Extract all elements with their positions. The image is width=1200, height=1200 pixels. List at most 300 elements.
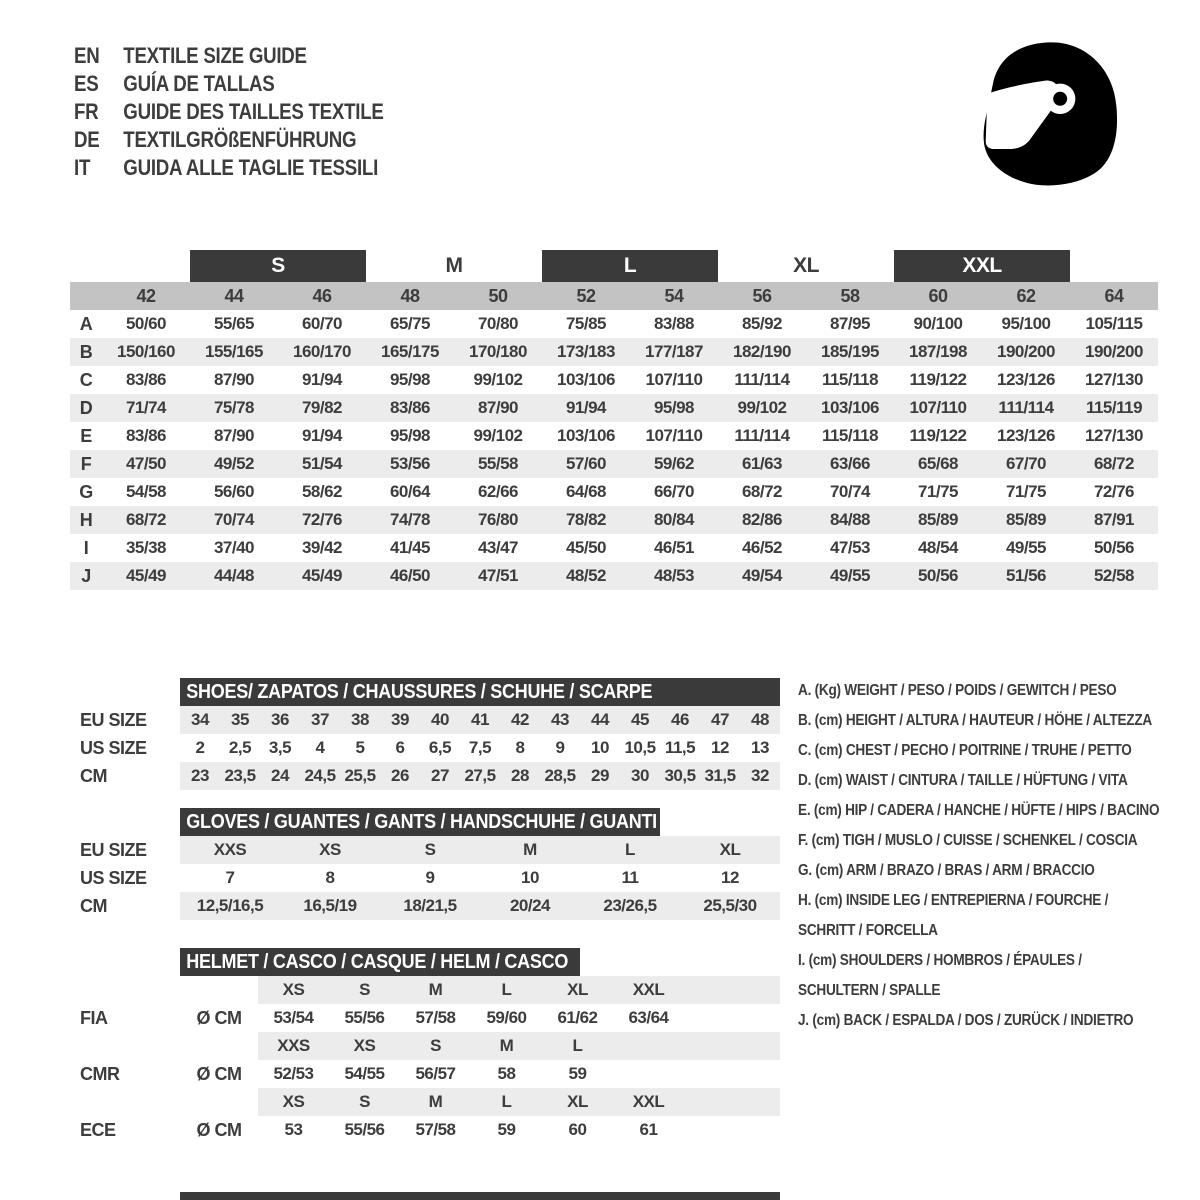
value-cell: 59 <box>568 1064 587 1083</box>
value-cell: 16,5/19 <box>303 896 357 915</box>
size-label-cell: L <box>572 1036 583 1055</box>
value-band <box>258 1116 780 1144</box>
legend-line: G. (cm) ARM / BRAZO / BRAS / ARM / BRACCIO <box>798 862 1095 879</box>
value-cell: 42 <box>511 710 529 729</box>
value-cell: 12,5/16,5 <box>196 896 264 915</box>
size-cell: 47/51 <box>477 566 519 585</box>
value-cell: 61/62 <box>557 1008 598 1027</box>
value-cell <box>613 1060 684 1088</box>
language-code: ES <box>74 71 99 96</box>
measure-row <box>70 864 780 892</box>
size-cell: 57/60 <box>565 454 607 473</box>
size-cell: 54/58 <box>125 482 167 501</box>
size-cell: 83/86 <box>125 426 167 445</box>
size-cell: 119/122 <box>909 370 967 389</box>
shoes-section-header <box>180 678 780 706</box>
size-cell: 68/72 <box>125 510 167 529</box>
size-cell: 71/75 <box>1005 482 1047 501</box>
row-values <box>180 1032 780 1060</box>
value-cell: 23 <box>191 766 209 785</box>
size-label-cell: XL <box>567 980 588 999</box>
language-row <box>74 154 384 182</box>
measure-row <box>70 892 780 920</box>
size-cell: 48/52 <box>565 566 607 585</box>
value-cell: 61 <box>639 1120 658 1139</box>
size-table-row <box>70 338 1158 366</box>
value-cell: 30 <box>631 766 649 785</box>
value-cell: 8 <box>515 738 525 757</box>
row-values <box>180 864 780 892</box>
language-row <box>74 126 384 154</box>
helmet-section-title: HELMET / CASCO / CASQUE / HELM / CASCO <box>186 950 569 973</box>
value-cell: 58 <box>497 1064 516 1083</box>
size-cell: 107/110 <box>645 426 703 445</box>
helmet-value-row <box>70 1116 780 1144</box>
size-label-cell: L <box>501 980 512 999</box>
value-cell: 10 <box>521 868 539 887</box>
column-header-cell: 44 <box>224 285 244 306</box>
value-cell: 13 <box>751 738 769 757</box>
value-cell: 25,5 <box>344 766 376 785</box>
size-cell: 49/55 <box>1005 538 1047 557</box>
size-cell: 190/200 <box>1085 342 1143 361</box>
value-cell: 48 <box>751 710 769 729</box>
size-cell: 155/165 <box>205 342 263 361</box>
value-cell: 24,5 <box>304 766 336 785</box>
size-cell: 99/102 <box>737 398 787 417</box>
row-values <box>180 1116 780 1144</box>
value-cell: S <box>424 840 436 859</box>
size-label-cell: S <box>359 980 370 999</box>
row-label: US SIZE <box>80 737 147 758</box>
size-band <box>258 1032 780 1060</box>
size-cell: 59/62 <box>653 454 695 473</box>
gloves-section-header <box>180 808 660 836</box>
measure-row <box>70 762 780 790</box>
value-cell: 8 <box>325 868 335 887</box>
size-cell: 47/53 <box>829 538 871 557</box>
size-table-row <box>70 534 1158 562</box>
size-cell: 70/74 <box>829 482 871 501</box>
size-cell: 79/82 <box>301 398 343 417</box>
size-cell: 49/55 <box>829 566 871 585</box>
size-cell: 56/60 <box>213 482 255 501</box>
value-cell: 45 <box>631 710 649 729</box>
size-cell: 70/74 <box>213 510 255 529</box>
size-cell: 60/64 <box>389 482 431 501</box>
size-label-cell: L <box>501 1092 512 1111</box>
size-cell: 52/58 <box>1093 566 1135 585</box>
size-cell: 87/91 <box>1093 510 1135 529</box>
size-cell: 99/102 <box>473 370 523 389</box>
size-cell: 51/56 <box>1005 566 1047 585</box>
size-label-cell: XXS <box>277 1036 310 1055</box>
size-label-cell: XXL <box>632 980 665 999</box>
value-band <box>258 1060 780 1088</box>
value-cell: 24 <box>271 766 289 785</box>
size-cell: 127/130 <box>1085 370 1143 389</box>
size-cell: 70/80 <box>477 314 519 333</box>
size-cell: 177/187 <box>645 342 703 361</box>
value-cell: 44 <box>591 710 609 729</box>
measure-row <box>70 836 780 864</box>
value-cell: 27,5 <box>464 766 496 785</box>
value-cell: 46 <box>671 710 689 729</box>
gloves-table <box>70 836 780 920</box>
size-cell: 46/51 <box>653 538 695 557</box>
column-header-cell: 46 <box>312 285 332 306</box>
value-cell: 6,5 <box>428 738 452 757</box>
value-cell: 7 <box>225 868 235 887</box>
value-cell: 20/24 <box>509 896 551 915</box>
value-cell: 28 <box>511 766 529 785</box>
size-cell: 35/38 <box>125 538 167 557</box>
size-cell: 107/110 <box>645 370 703 389</box>
size-cell: 47/50 <box>125 454 167 473</box>
size-cell: 90/100 <box>913 314 963 333</box>
value-cell: 40 <box>431 710 449 729</box>
size-label-cell: M <box>499 1036 514 1055</box>
size-cell: 46/50 <box>389 566 431 585</box>
size-table-body <box>70 310 1158 590</box>
shoes-table <box>70 706 780 790</box>
main-size-table <box>70 250 1158 590</box>
size-cell: 150/160 <box>117 342 175 361</box>
row-label: E <box>80 425 92 446</box>
value-cell: 35 <box>231 710 249 729</box>
size-cell: 83/86 <box>389 398 431 417</box>
size-cell: 127/130 <box>1085 426 1143 445</box>
size-cell: 67/70 <box>1005 454 1047 473</box>
row-values <box>180 1088 780 1116</box>
value-cell: XL <box>719 840 741 859</box>
size-group-s: S <box>190 250 366 282</box>
value-band <box>258 1004 780 1032</box>
size-cell: 66/70 <box>653 482 695 501</box>
size-cell: 123/126 <box>997 426 1055 445</box>
row-label: D <box>79 397 93 418</box>
size-cell: 187/198 <box>909 342 967 361</box>
language-title-list <box>74 42 438 182</box>
size-label-cell: XL <box>567 1092 588 1111</box>
spacer <box>70 282 102 310</box>
size-cell: 37/40 <box>213 538 255 557</box>
column-header-cell: 48 <box>400 285 420 306</box>
value-cell: XS <box>319 840 341 859</box>
helmet-size-row <box>70 976 780 1004</box>
size-cell: 95/98 <box>653 398 695 417</box>
size-cell: 84/88 <box>829 510 871 529</box>
row-label: B <box>79 341 93 362</box>
unit-cell <box>180 976 258 1004</box>
value-cell: 57/58 <box>415 1008 456 1027</box>
gloves-section <box>70 808 780 920</box>
row-label: J <box>81 565 91 586</box>
row-label: EU SIZE <box>80 839 147 860</box>
language-label: TEXTILE SIZE GUIDE <box>123 43 307 68</box>
size-cell: 87/90 <box>477 398 519 417</box>
measure-row <box>70 706 780 734</box>
size-cell: 111/114 <box>734 426 790 445</box>
size-cell: 50/56 <box>917 566 959 585</box>
standard-label: FIA <box>80 1007 108 1028</box>
size-cell: 119/122 <box>909 426 967 445</box>
legend-line: SCHRITT / FORCELLA <box>798 922 938 939</box>
value-cell: 2,5 <box>228 738 252 757</box>
value-cell: 23/26,5 <box>603 896 657 915</box>
language-row <box>74 42 384 70</box>
size-cell: 68/72 <box>1093 454 1135 473</box>
row-values <box>180 762 780 790</box>
value-cell: 56/57 <box>415 1064 456 1083</box>
cropped-section-bar <box>180 1192 780 1200</box>
size-cell: 41/45 <box>389 538 431 557</box>
row-values <box>180 836 780 864</box>
helmet-value-row <box>70 1060 780 1088</box>
size-group-l: L <box>542 250 718 282</box>
value-cell: 31,5 <box>704 766 736 785</box>
language-code: FR <box>74 99 99 124</box>
size-cell: 95/98 <box>389 426 431 445</box>
row-label: I <box>83 537 89 558</box>
size-cell: 62/66 <box>477 482 519 501</box>
size-label-cell: S <box>430 1036 441 1055</box>
language-row <box>74 70 384 98</box>
row-values <box>180 1060 780 1088</box>
value-cell: 11 <box>621 868 639 887</box>
size-cell: 44/48 <box>213 566 255 585</box>
value-cell: 10,5 <box>624 738 656 757</box>
size-cell: 53/56 <box>389 454 431 473</box>
size-cell: 78/82 <box>565 510 607 529</box>
size-cell: 71/74 <box>125 398 167 417</box>
size-cell: 68/72 <box>741 482 783 501</box>
legend-line: E. (cm) HIP / CADERA / HANCHE / HÜFTE / HIPS / BACINO <box>798 802 1160 819</box>
size-cell: 45/49 <box>125 566 167 585</box>
value-cell: 53/54 <box>273 1008 314 1027</box>
value-cell: 57/58 <box>415 1120 456 1139</box>
size-table-row <box>70 562 1158 590</box>
value-cell: 12 <box>721 868 739 887</box>
column-header-cell: 64 <box>1104 285 1124 306</box>
value-cell: 27 <box>431 766 449 785</box>
value-cell: 37 <box>311 710 329 729</box>
size-cell: 95/98 <box>389 370 431 389</box>
size-cell: 182/190 <box>733 342 791 361</box>
spacer <box>70 250 190 282</box>
size-cell: 95/100 <box>1001 314 1051 333</box>
size-cell: 72/76 <box>301 510 343 529</box>
helmet-section <box>70 948 780 1144</box>
value-cell: 38 <box>351 710 369 729</box>
value-cell: 9 <box>555 738 565 757</box>
legend-line: H. (cm) INSIDE LEG / ENTREPIERNA / FOURCHE / <box>798 892 1109 909</box>
legend-line: C. (cm) CHEST / PECHO / POITRINE / TRUHE / PETTO <box>798 742 1132 759</box>
row-values <box>180 1004 780 1032</box>
language-row <box>74 98 384 126</box>
size-column-header-row <box>70 282 1158 310</box>
size-group-xxl: XXL <box>894 250 1070 282</box>
value-cell: M <box>523 840 537 859</box>
size-cell: 60/70 <box>301 314 343 333</box>
value-cell: 32 <box>751 766 769 785</box>
size-band <box>258 1088 780 1116</box>
size-label-cell: XS <box>282 1092 305 1111</box>
value-cell: 10 <box>591 738 609 757</box>
column-header-cell: 56 <box>752 285 772 306</box>
language-code: DE <box>74 127 100 152</box>
size-cell: 49/52 <box>213 454 255 473</box>
measurement-legend <box>798 676 1198 1036</box>
row-label: EU SIZE <box>80 709 147 730</box>
row-values <box>180 976 780 1004</box>
size-cell: 63/66 <box>829 454 871 473</box>
value-cell: 29 <box>591 766 609 785</box>
size-cell: 71/75 <box>917 482 959 501</box>
value-cell: 18/21,5 <box>403 896 457 915</box>
unit-cell <box>180 1032 258 1060</box>
value-cell: 5 <box>355 738 365 757</box>
value-cell: XXS <box>213 840 247 859</box>
value-cell: 60 <box>568 1120 587 1139</box>
size-table-row <box>70 422 1158 450</box>
value-cell: 52/53 <box>273 1064 314 1083</box>
size-cell: 87/95 <box>829 314 871 333</box>
size-cell: 39/42 <box>301 538 343 557</box>
size-cell: 49/54 <box>741 566 783 585</box>
measure-row <box>70 734 780 762</box>
size-cell: 55/58 <box>477 454 519 473</box>
row-values <box>180 734 780 762</box>
size-group-m: M <box>445 254 463 277</box>
size-cell: 170/180 <box>469 342 527 361</box>
legend-line: F. (cm) TIGH / MUSLO / CUISSE / SCHENKEL / COSCIA <box>798 832 1138 849</box>
row-label: CM <box>80 765 107 786</box>
size-cell: 61/63 <box>741 454 783 473</box>
size-cell: 48/53 <box>653 566 695 585</box>
size-cell: 83/88 <box>653 314 695 333</box>
size-group-header-row <box>70 250 1158 282</box>
size-cell: 65/68 <box>917 454 959 473</box>
value-cell: L <box>625 840 635 859</box>
size-cell: 64/68 <box>565 482 607 501</box>
size-cell: 80/84 <box>653 510 695 529</box>
language-code: IT <box>74 155 91 180</box>
size-cell: 87/90 <box>213 370 255 389</box>
size-cell: 190/200 <box>997 342 1055 361</box>
legend-line: A. (Kg) WEIGHT / PESO / POIDS / GEWITCH / PESO <box>798 682 1117 699</box>
racing-helmet-svg <box>972 36 1124 192</box>
language-label: GUÍA DE TALLAS <box>123 71 275 96</box>
size-cell: 72/76 <box>1093 482 1135 501</box>
size-table-row <box>70 310 1158 338</box>
row-values <box>180 706 780 734</box>
value-cell: 53 <box>284 1120 303 1139</box>
size-cell: 85/92 <box>741 314 783 333</box>
size-cell: 165/175 <box>381 342 439 361</box>
standard-label: ECE <box>80 1119 116 1140</box>
value-cell: 39 <box>391 710 409 729</box>
value-cell: 59 <box>497 1120 516 1139</box>
helmet-value-row <box>70 1004 780 1032</box>
value-cell: 55/56 <box>344 1008 385 1027</box>
row-label <box>70 976 180 1004</box>
language-label: GUIDE DES TAILLES TEXTILE <box>123 99 384 124</box>
shoes-section <box>70 678 780 790</box>
size-cell: 105/115 <box>1085 314 1143 333</box>
column-header-cell: 58 <box>840 285 860 306</box>
value-cell: 47 <box>711 710 729 729</box>
size-cell: 107/110 <box>909 398 967 417</box>
value-cell: 2 <box>195 738 205 757</box>
row-label: CM <box>80 895 107 916</box>
value-cell: 63/64 <box>628 1008 669 1027</box>
size-cell: 55/65 <box>213 314 255 333</box>
helmet-size-row <box>70 1032 780 1060</box>
value-cell: 12 <box>711 738 729 757</box>
size-cell: 91/94 <box>301 426 343 445</box>
value-cell: 43 <box>551 710 569 729</box>
value-cell: 36 <box>271 710 289 729</box>
size-table-row <box>70 506 1158 534</box>
size-cell: 82/86 <box>741 510 783 529</box>
legend-line: B. (cm) HEIGHT / ALTURA / HAUTEUR / HÖHE / ALTEZZA <box>798 712 1152 729</box>
helmet-section-header <box>180 948 580 976</box>
value-cell: 30,5 <box>664 766 696 785</box>
size-cell: 46/52 <box>741 538 783 557</box>
legend-line: D. (cm) WAIST / CINTURA / TAILLE / HÜFTUNG / VITA <box>798 772 1128 789</box>
value-cell: 9 <box>425 868 435 887</box>
helmet-size-row <box>70 1088 780 1116</box>
value-cell: 4 <box>315 738 325 757</box>
value-cell: 6 <box>395 738 405 757</box>
column-header-cell: 54 <box>664 285 684 306</box>
size-cell: 185/195 <box>821 342 879 361</box>
value-cell: 25,5/30 <box>703 896 757 915</box>
size-cell: 48/54 <box>917 538 959 557</box>
size-cell: 43/47 <box>477 538 519 557</box>
size-cell: 50/56 <box>1093 538 1135 557</box>
size-cell: 74/78 <box>389 510 431 529</box>
size-cell: 111/114 <box>734 370 790 389</box>
standard-label: CMR <box>80 1063 120 1084</box>
size-cell: 123/126 <box>997 370 1055 389</box>
size-cell: 76/80 <box>477 510 519 529</box>
racing-helmet-icon <box>972 36 1124 192</box>
size-table-row <box>70 366 1158 394</box>
value-cell: 34 <box>191 710 209 729</box>
size-label-cell: M <box>428 980 443 999</box>
size-label-cell: XS <box>282 980 305 999</box>
column-header-cell: 60 <box>928 285 948 306</box>
value-cell: 59/60 <box>486 1008 527 1027</box>
row-label: H <box>79 509 93 530</box>
size-label-cell: XS <box>353 1036 376 1055</box>
value-cell: 11,5 <box>664 738 696 757</box>
row-label <box>70 1032 180 1060</box>
row-label <box>70 1088 180 1116</box>
gloves-section-title: GLOVES / GUANTES / GANTS / HANDSCHUHE / GUANTI <box>186 810 657 833</box>
language-label: TEXTILGRÖßENFÜHRUNG <box>123 127 357 152</box>
size-cell: 45/50 <box>565 538 607 557</box>
shoes-section-title: SHOES/ ZAPATOS / CHAUSSURES / SCHUHE / SCARPE <box>186 680 653 703</box>
size-label-cell: S <box>359 1092 370 1111</box>
helmet-table <box>70 976 780 1144</box>
size-cell: 91/94 <box>565 398 607 417</box>
column-header-cell: 62 <box>1016 285 1036 306</box>
size-label-cell <box>613 1032 684 1060</box>
unit-cell: Ø CM <box>196 1119 242 1140</box>
